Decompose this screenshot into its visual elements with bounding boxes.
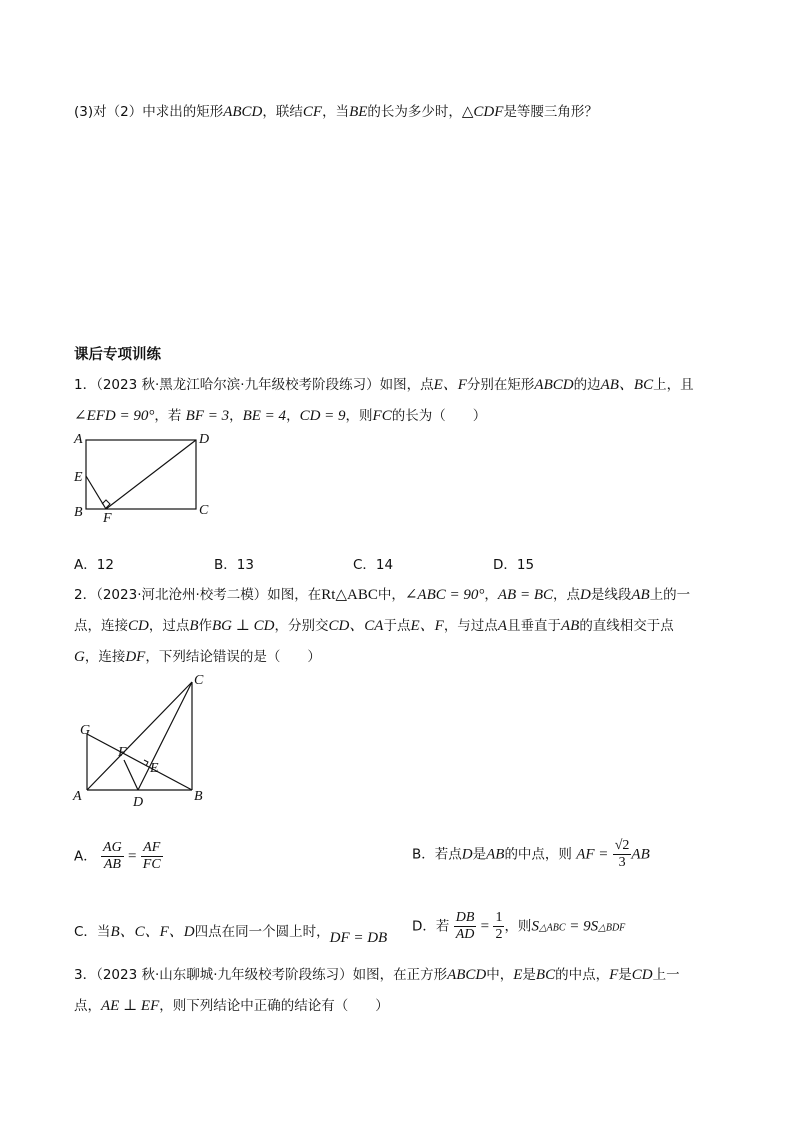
fraction-one-half: $\frac{1}{2}$ — [495, 910, 503, 942]
fraction-af-fc: $\frac{AF}{FC}$ — [142, 840, 161, 872]
p1-option-c[interactable]: C．14 — [353, 557, 394, 573]
p2-option-d[interactable]: D．若 $\frac{DB}{AD}$ = $\frac{1}{2}$ ，则S△ABC = 9S△BDF — [412, 910, 626, 942]
fraction-ag-ab: $\frac{AG}{AB}$ — [103, 840, 122, 872]
problem-1-line-2: ∠EFD = 90°，若 BF = 3，BE = 4，CD = 9，则FC的长为（ ） — [74, 408, 487, 424]
label-d: D — [133, 795, 144, 810]
label-e: E — [150, 761, 159, 776]
label-b: B — [74, 505, 83, 520]
p2-option-a[interactable]: A． $\frac{AG}{AB}$ = $\frac{AF}{FC}$ — [74, 840, 161, 872]
figure-2-triangle — [70, 668, 215, 810]
label-c: C — [194, 673, 204, 688]
p2-option-c[interactable]: C．当B、C、F、D四点在同一个圆上时，DF = DB — [74, 924, 388, 946]
label-e: E — [74, 470, 83, 485]
label-a: A — [73, 789, 82, 804]
p1-option-b[interactable]: B．13 — [214, 557, 254, 573]
label-d: D — [199, 432, 210, 447]
problem-1-line-1: 1．（2023 秋·黑龙江哈尔滨·九年级校考阶段练习）如图，点E、F分别在矩形ABCD的边AB、BC上，且 — [74, 377, 694, 393]
problem-3-line-2: 点，AE ⊥ EF，则下列结论中正确的结论有（ ） — [74, 998, 389, 1014]
label-f: F — [103, 511, 112, 524]
fraction-db-ad: $\frac{DB}{AD}$ — [455, 910, 475, 942]
problem-2-line-2: 点，连接CD，过点B作BG ⊥ CD，分别交CD、CA于点E、F，与过点A且垂直于AB的直线相交于点 — [74, 618, 674, 634]
p2-option-b[interactable]: B．若点D是AB的中点，则 AF = $\frac{√2}{3}$ AB — [412, 838, 650, 870]
figure-1-rectangle — [70, 428, 220, 524]
q3-line: (3)对（2）中求出的矩形ABCD，联结CF，当BE的长为多少时，△CDF是等腰三角形？ — [74, 104, 598, 120]
label-c: C — [199, 503, 209, 518]
problem-3-line-1: 3．（2023 秋·山东聊城·九年级校考阶段练习）如图，在正方形ABCD中，E是BC的中点，F是CD上一 — [74, 967, 680, 983]
problem-2-line-3: G，连接DF，下列结论错误的是（ ） — [74, 649, 321, 665]
problem-2-line-1: 2．（2023·河北沧州·校考二模）如图，在Rt△ABC中，∠ABC = 90°，AB = BC，点D是线段AB上的一 — [74, 587, 691, 603]
label-g: G — [80, 723, 91, 738]
fraction-root2-3: $\frac{√2}{3}$ — [614, 838, 630, 870]
p1-option-a[interactable]: A．12 — [74, 557, 114, 573]
section-title: 课后专项训练 — [74, 347, 161, 363]
p1-option-d[interactable]: D．15 — [493, 557, 535, 573]
label-a: A — [74, 432, 83, 447]
label-b: B — [194, 789, 203, 804]
label-f: F — [118, 745, 127, 760]
